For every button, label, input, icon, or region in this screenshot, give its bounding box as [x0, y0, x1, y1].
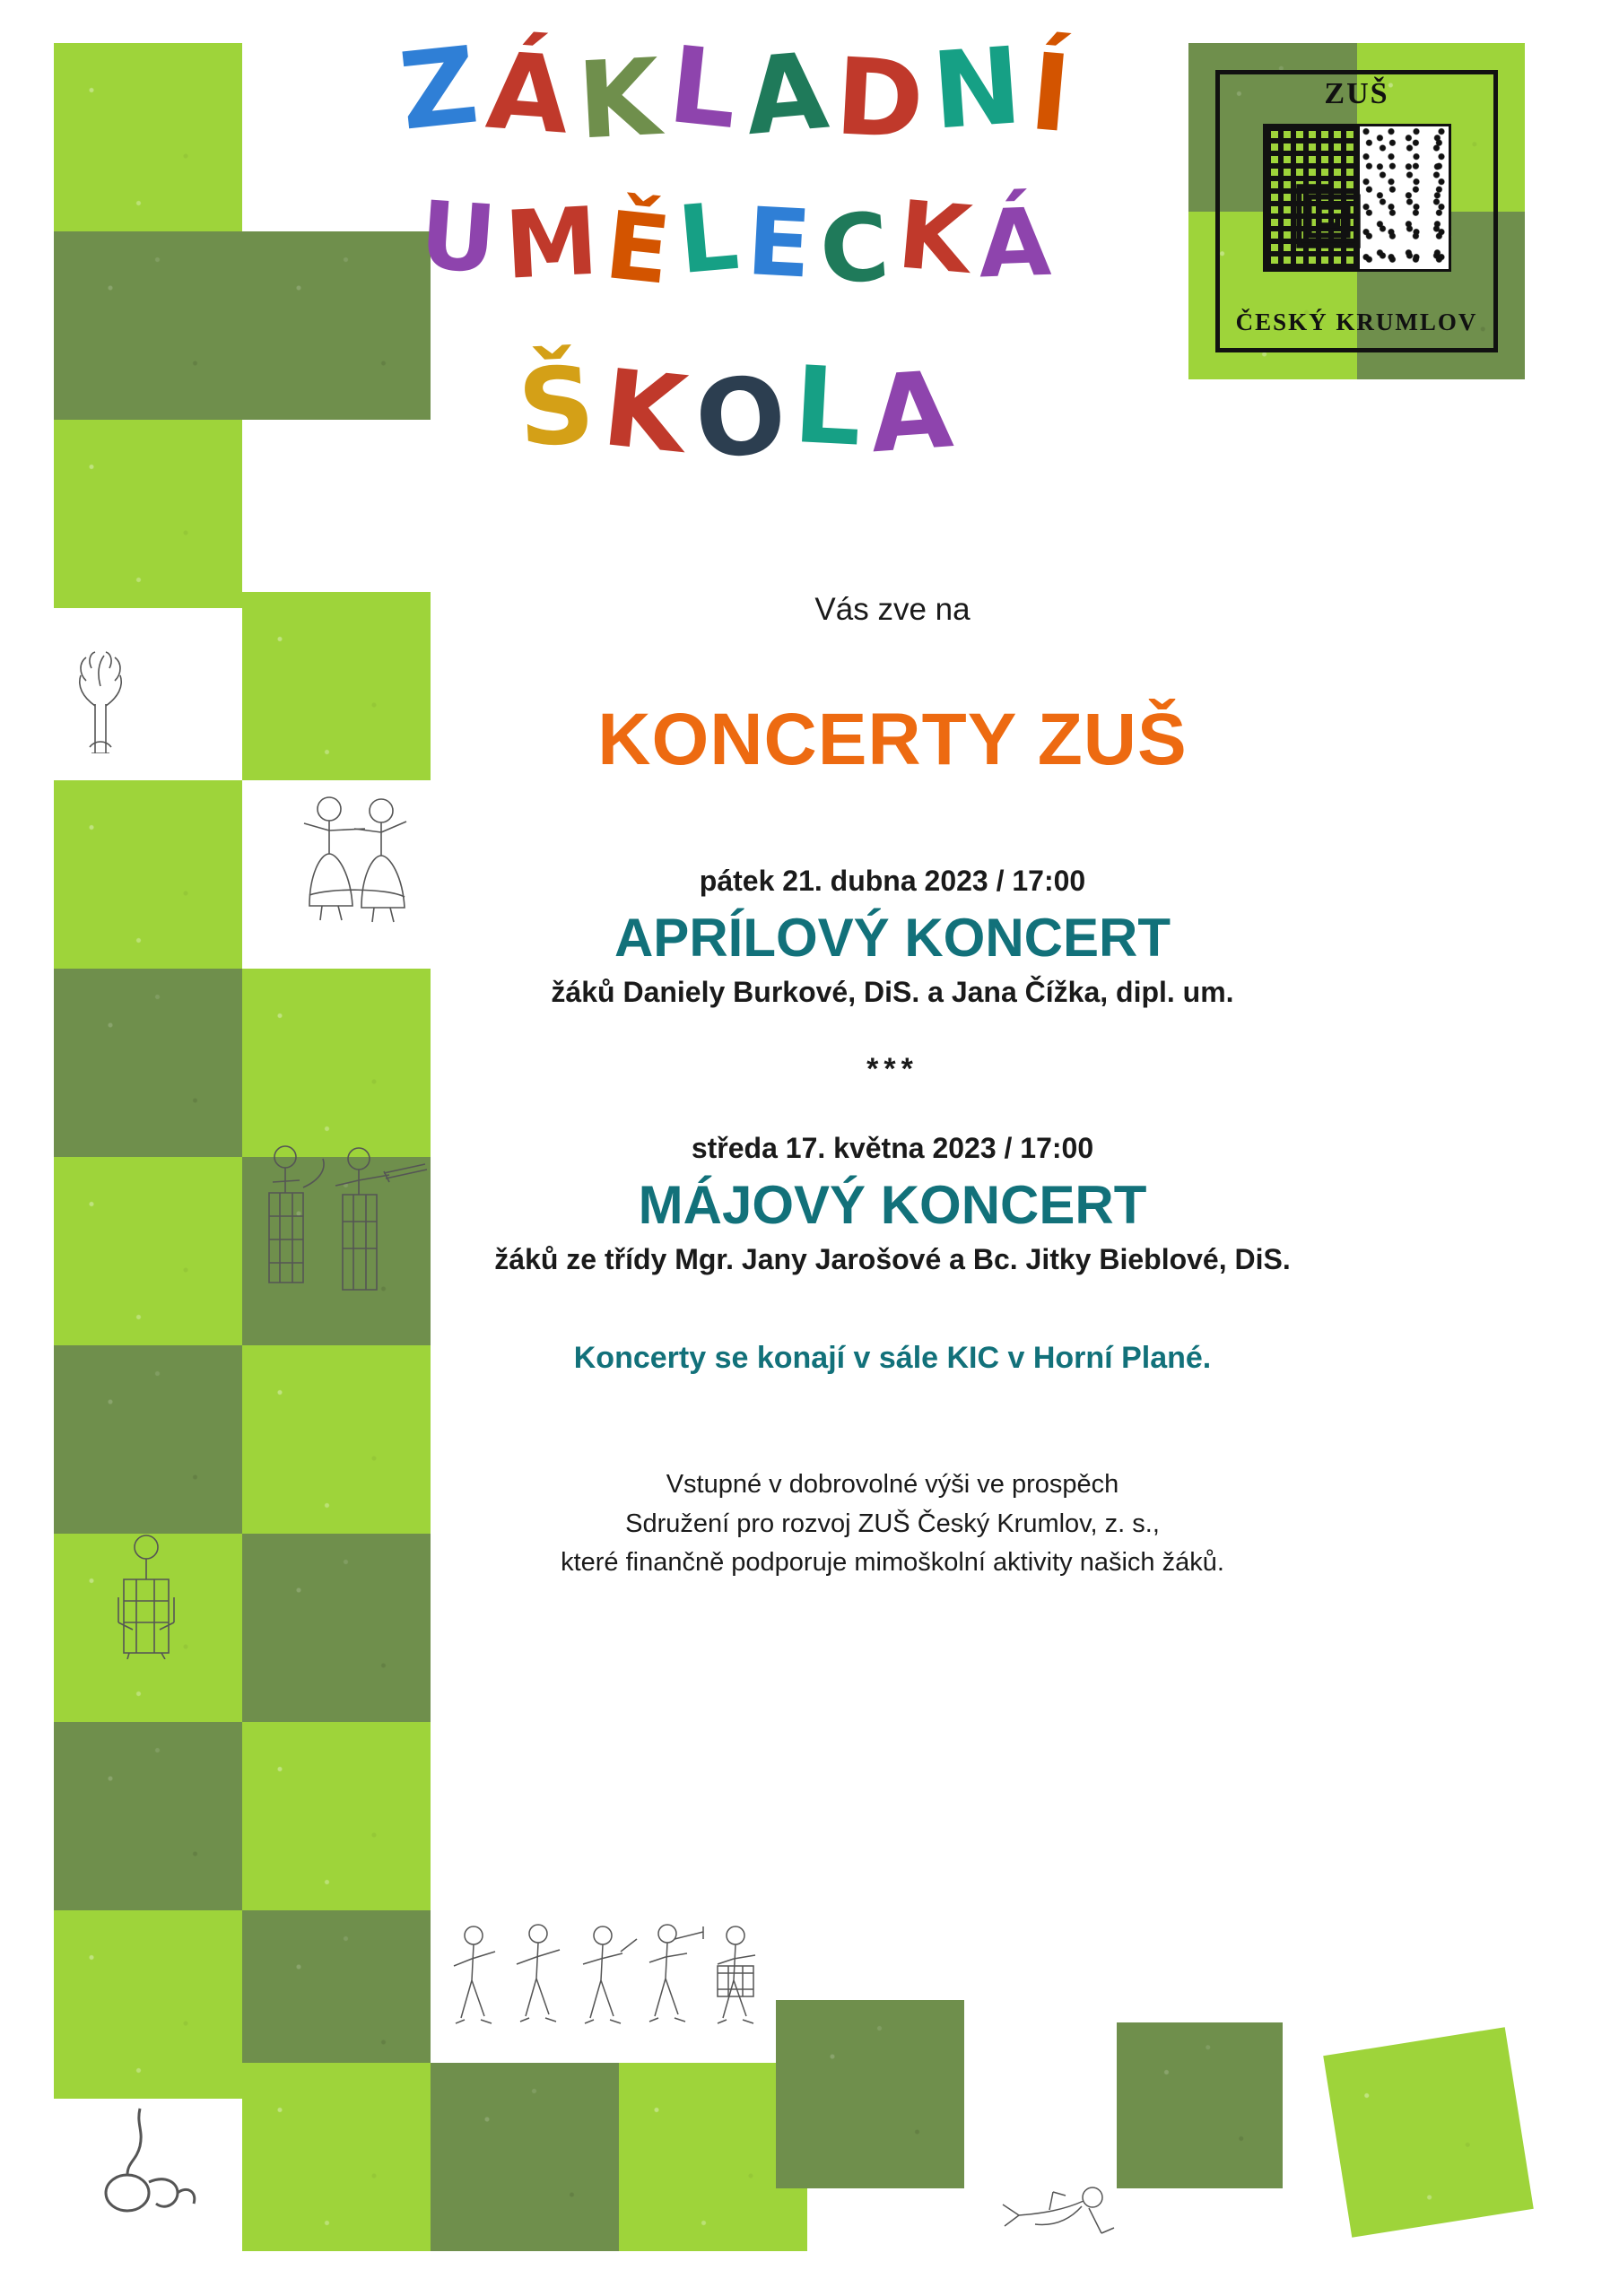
felt-square — [54, 231, 242, 420]
event-2-subtitle: žáků ze třídy Mgr. Jany Jarošové a Bc. Jitky Bieblové, DiS. — [494, 1243, 1291, 1275]
event-1-subtitle: žáků Daniely Burkové, DiS. a Jana Čížka, dipl. um. — [551, 976, 1234, 1008]
reclining-figure-sketch-icon — [996, 2170, 1117, 2247]
logo-text-top: ZUŠ — [1324, 77, 1389, 110]
felt-square — [54, 1722, 242, 1910]
title-letter: U — [416, 179, 509, 296]
felt-square — [54, 420, 242, 608]
felt-square — [54, 1910, 242, 2099]
felt-square — [54, 1345, 242, 1534]
felt-square — [54, 969, 242, 1157]
marching-band-sketch-icon — [448, 1919, 780, 2036]
event-2-name: MÁJOVÝ KONCERT — [638, 1175, 1147, 1235]
title-letter: K — [574, 34, 673, 163]
poster-content — [395, 592, 1390, 1583]
felt-square — [431, 2063, 619, 2251]
title-letter: O — [690, 351, 800, 483]
felt-square — [54, 1157, 242, 1345]
school-title-line-2 — [296, 179, 1184, 307]
invite-text: Vás zve na — [814, 592, 971, 627]
felt-square — [1323, 2027, 1534, 2238]
title-letter: K — [597, 345, 701, 478]
title-letter: Í — [1024, 29, 1084, 158]
tree-sketch-icon — [65, 650, 136, 753]
title-letter: A — [866, 346, 966, 477]
title-letter: L — [790, 342, 875, 471]
title-letter: L — [663, 22, 753, 154]
title-letter: D — [832, 34, 936, 163]
section-separator: *** — [866, 1052, 918, 1086]
title-letter: N — [927, 22, 1035, 153]
title-letter: Á — [977, 187, 1062, 300]
osa-logo-icon — [100, 2103, 199, 2220]
felt-square — [1117, 2022, 1283, 2188]
title-letter: A — [739, 27, 841, 160]
folk-dancers-sketch-icon — [283, 789, 426, 924]
felt-square — [54, 43, 242, 231]
page-title: KONCERTY ZUŠ — [597, 699, 1188, 780]
school-title-line-3 — [296, 342, 1184, 483]
musicians-sketch-icon — [249, 1139, 429, 1296]
felt-square — [242, 2063, 431, 2251]
logo-dot-pattern — [1357, 124, 1451, 272]
logo-spiral-icon — [1290, 178, 1367, 255]
title-letter: M — [501, 186, 610, 300]
title-letter: Š — [515, 342, 607, 471]
event-1-date: pátek 21. dubna 2023 / 17:00 — [699, 865, 1086, 897]
title-letter: C — [816, 191, 902, 306]
title-letter: K — [893, 179, 985, 296]
logo-text-bottom: ČESKÝ KRUMLOV — [1235, 309, 1478, 335]
title-letter: L — [674, 179, 753, 296]
school-title-art — [296, 22, 1184, 552]
event-1-name: APRÍLOVÝ KONCERT — [614, 908, 1171, 968]
felt-square — [54, 780, 242, 969]
felt-square — [776, 2000, 964, 2188]
title-letter: Á — [483, 28, 582, 159]
admission-note-line-3: které finančně podporuje mimoškolní aktivity našich žáků. — [561, 1548, 1224, 1577]
title-letter: Ě — [600, 190, 684, 307]
admission-note-line-2: Sdružení pro rozvoj ZUŠ Český Krumlov, z. s., — [625, 1509, 1160, 1538]
felt-square — [242, 1722, 431, 1910]
singer-sketch-icon — [97, 1529, 196, 1659]
event-2-date: středa 17. května 2023 / 17:00 — [691, 1132, 1094, 1164]
venue-text: Koncerty se konají v sále KIC v Horní Plané. — [573, 1341, 1212, 1375]
admission-note-line-1: Vstupné v dobrovolné výši ve prospěch — [666, 1470, 1119, 1499]
admission-note — [395, 1465, 1390, 1583]
title-letter: Z — [394, 22, 493, 154]
school-title-line-1 — [296, 22, 1184, 163]
title-letter: E — [744, 186, 823, 300]
zus-logo — [1188, 43, 1525, 379]
